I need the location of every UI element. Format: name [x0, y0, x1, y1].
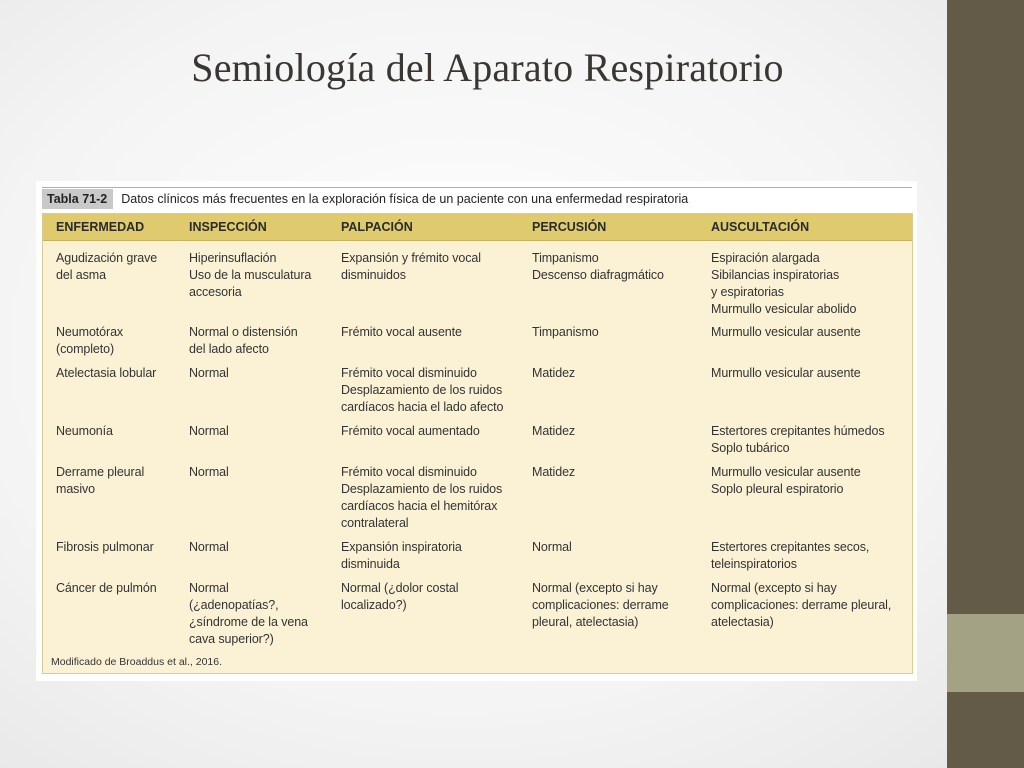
- table-cell: Normal (excepto si hay complicaciones: derrame pleural, atelectasia): [532, 581, 669, 629]
- column-header-percusion: PERCUSIÓN: [532, 220, 607, 234]
- table-cell: Normal o distensión del lado afecto: [189, 325, 298, 356]
- table-cell: Fibrosis pulmonar: [56, 540, 154, 554]
- table-cell: Matidez: [532, 465, 576, 479]
- table-cell: Frémito vocal disminuido Desplazamiento de los ruidos cardíacos hacia el hemitórax contralateral: [341, 465, 503, 530]
- clinical-table-image: [36, 181, 917, 681]
- table-cell: Expansión inspiratoria disminuida: [341, 540, 462, 571]
- table-cell: Estertores crepitantes secos, teleinspiratorios: [711, 540, 870, 571]
- decorative-sidebar-accent: [947, 614, 1024, 692]
- slide-title: Semiología del Aparato Respiratorio: [191, 45, 784, 90]
- table-cell: Cáncer de pulmón: [56, 581, 157, 595]
- column-header-enfermedad: ENFERMEDAD: [56, 220, 145, 234]
- table-cell: Murmullo vesicular ausente: [711, 366, 861, 380]
- table-cell: Hiperinsuflación Uso de la musculatura accesoria: [189, 251, 312, 299]
- table-cell: Murmullo vesicular ausente Soplo pleural espiratorio: [711, 465, 861, 496]
- table-cell: Normal (excepto si hay complicaciones: derrame pleural, atelectasia): [711, 581, 892, 629]
- table-cell: Neumotórax (completo): [56, 325, 124, 356]
- table-cell: Frémito vocal aumentado: [341, 424, 480, 438]
- table-caption: Datos clínicos más frecuentes en la exploración física de un paciente con una enfermedad respiratoria: [121, 192, 689, 206]
- table-heading: [42, 187, 912, 210]
- table-cell: Derrame pleural masivo: [56, 465, 145, 496]
- table-cell: Normal (¿dolor costal localizado?): [341, 581, 459, 612]
- table-cell: Timpanismo: [532, 325, 599, 339]
- table-cell: Timpanismo Descenso diafragmático: [532, 251, 664, 282]
- table-cell: Agudización grave del asma: [56, 251, 158, 282]
- table-cell: Matidez: [532, 366, 576, 380]
- table-source-note: Modificado de Broaddus et al., 2016.: [51, 656, 223, 668]
- table-cell: Normal: [189, 366, 229, 380]
- table-cell: Normal (¿adenopatías?, ¿síndrome de la vena cava superior?): [189, 581, 308, 646]
- column-header-auscultacion: AUSCULTACIÓN: [711, 220, 810, 234]
- table-cell: Normal: [189, 540, 229, 554]
- table-header-row: [43, 214, 912, 241]
- table-cell: Normal: [189, 424, 229, 438]
- table-cell: Expansión y frémito vocal disminuidos: [341, 251, 481, 282]
- column-header-palpacion: PALPACIÓN: [341, 220, 413, 234]
- column-header-inspeccion: INSPECCIÓN: [189, 220, 267, 234]
- table-cell: Espiración alargada Sibilancias inspiratorias y espiratorias Murmullo vesicular abolido: [711, 251, 857, 316]
- table-cell: Frémito vocal disminuido Desplazamiento de los ruidos cardíacos hacia el lado afecto: [341, 366, 504, 414]
- table-cell: Normal: [532, 540, 572, 554]
- table-cell: Atelectasia lobular: [56, 366, 157, 380]
- table-cell: Frémito vocal ausente: [341, 325, 462, 339]
- table-cell: Murmullo vesicular ausente: [711, 325, 861, 339]
- table-cell: Matidez: [532, 424, 576, 438]
- table-cell: Estertores crepitantes húmedos Soplo tubárico: [711, 424, 885, 455]
- data-table: [42, 213, 913, 674]
- table-cell: Normal: [189, 465, 229, 479]
- table-number: Tabla 71-2: [42, 189, 113, 209]
- table-cell: Neumonía: [56, 424, 113, 438]
